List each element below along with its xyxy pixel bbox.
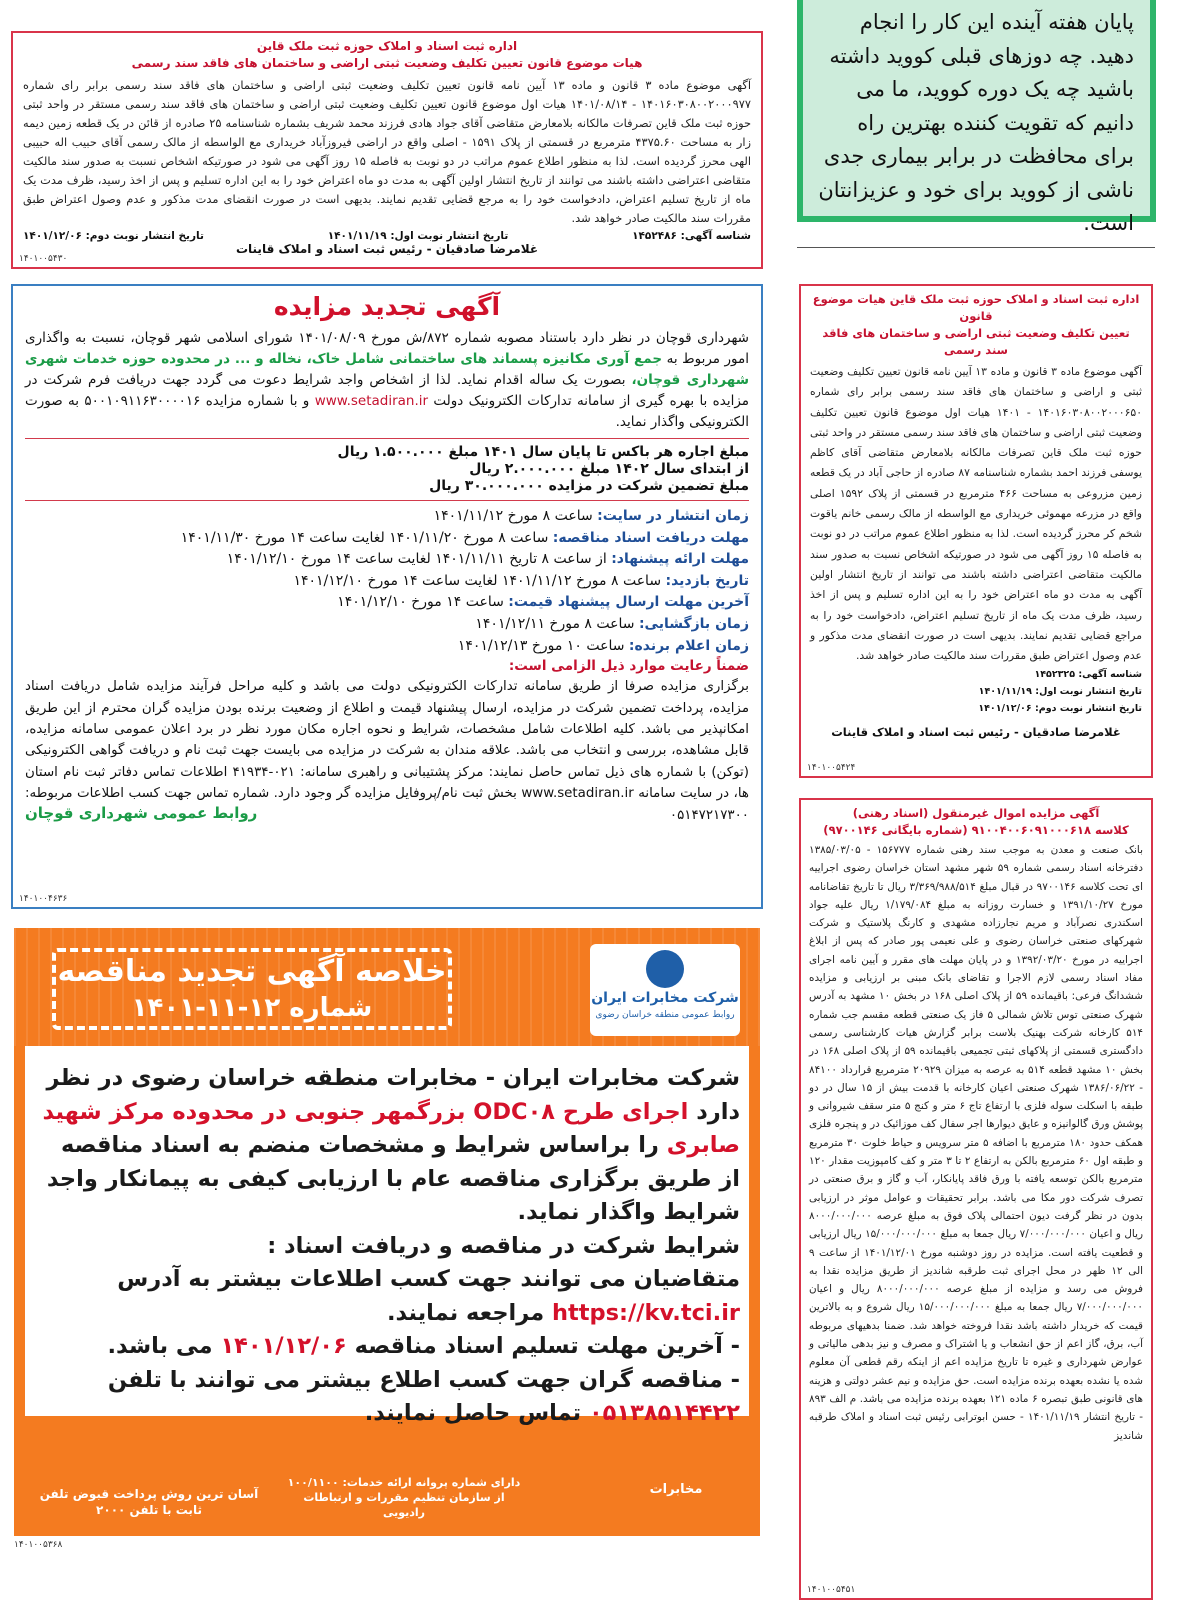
amount-2022: مبلغ اجاره هر باکس تا پایان سال ۱۴۰۱ مبلغ ۱.۵۰۰.۰۰۰ ریال [337, 444, 749, 460]
notice-signature: غلامرضا صادقیان - رئیس ثبت اسناد و املاک قاینات [831, 725, 1121, 740]
schedule-row [25, 506, 749, 528]
notice-title: آگهی مزایده اموال غیرمنقول (اسناد رهنی) [852, 806, 1100, 820]
amount-2023: از ابتدای سال ۱۴۰۲ مبلغ ۲.۰۰۰.۰۰۰ ریال [469, 461, 749, 477]
covid-booster-box [797, 0, 1156, 235]
notice-date-first: تاریخ انتشار نوبت اول: ۱۴۰۱/۱۱/۱۹ [327, 230, 509, 242]
notice-subtitle: کلاسه ۹۱۰۰۴۰۰۶۰۹۱۰۰۰۶۱۸ (شماره بایگانی ۹۷۰۰۱۴۶) [823, 823, 1129, 837]
schedule-value: از ساعت ۸ تاریخ ۱۴۰۱/۱۱/۱۱ لغایت ساعت ۱۴ مورخ ۱۴۰۱/۱۲/۱۰ [226, 551, 607, 568]
schedule-label: مهلت دریافت اسناد مناقصه: [552, 529, 749, 546]
tender-text-4: متقاضیان می توانند جهت کسب اطلاعات بیشتر به آدرس [117, 1266, 740, 1292]
tender-footer-band [14, 1466, 760, 1536]
notice-code: ۱۴۰۱۰۰۵۴۳۰ [19, 254, 68, 264]
notice-code: ۱۴۰۱۰۰۵۴۲۴ [807, 763, 856, 773]
notice-shenaseh: شناسه آگهی: ۱۴۵۲۴۸۶ [632, 230, 751, 242]
schedule-label: مهلت ارائه پیشنهاد: [611, 551, 749, 568]
tender-text-5: مراجعه نمایند. [386, 1299, 545, 1326]
notice-title: اداره ثبت اسناد و املاک حوزه ثبت ملک قاین هیات موضوع قانون [812, 292, 1140, 323]
registry-notice-qayen-2 [799, 284, 1153, 778]
tci-emblem-icon [646, 950, 684, 988]
tci-logo [590, 944, 740, 1036]
amount-guarantee: مبلغ تضمین شرکت در مزایده ۳۰.۰۰۰.۰۰۰ ریال [429, 478, 749, 494]
notice-body: آگهی موضوع ماده ۳ قانون و ماده ۱۳ آیین نامه قانون تعیین تکلیف وضعیت ثبتی اراضی و ساختمان های فاقد سند رسمی برابر رای شماره ۱۴۰۱۶۰۳۰۸۰۰۲۰۰۰۹۷۷ - ۱۴۰۱/۰۸/۱۴ هیات اول موضوع قانون تعیین تکلیف وضعیت ثبتی اراضی و ساختمان های فاقد سند رسمی مستقر در واحد ثبتی حوزه ثبت ملک قاین تصرفات مالکانه بلامعارض متقاضی آقای جواد هادی فرزند محمد شریف بشماره شناسنامه ۲۵ صادره از قائن در یک قطعه زمین دیمه زار به مساحت ۴۳۷۵.۶۰ مترمربع در قسمتی از پلاک ۱۵۹۱ - اصلی واقع در اراضی فیروزآباد خریداری مع الواسطه از مالک رسمی آقای حبیب اله حبیبی الهی محرز گردیده است. لذا به منظور اطلاع عموم مراتب در دو نوبت به فاصله ۱۵ روز آگهی می شود در صورتیکه اشخاص نسبت به صدور سند مالکیت متقاضی اعتراضی داشته باشند می توانند از تاریخ انتشار اولین آگهی به مدت دو ماه اعتراض خود را به این اداره تسلیم و پس از اخذ رسید، ظرف مدت یک ماه از تاریخ تسلیم اعتراض، دادخواست خود را به مرجع قضایی تقدیم نمایند. بدیهی است در صورت انقضای مدت مذکور و عدم وصول اعتراض طبق مقررات سند مالکیت صادر خواهد شد. [23, 78, 751, 225]
auction-title: آگهی تجدید مزایده [273, 292, 501, 321]
schedule-row [25, 636, 749, 658]
notice-code: ۱۴۰۱۰۰۵۴۵۱ [807, 1585, 856, 1595]
tender-website-link[interactable]: https://kv.tci.ir [552, 1299, 740, 1326]
schedule-label: زمان اعلام برنده: [628, 637, 749, 654]
tender-deadline-suffix: می باشد. [107, 1333, 213, 1359]
notice-dates [23, 230, 751, 242]
tci-logo-name: شرکت مخابرات ایران [591, 990, 739, 1006]
auction-intro-part-1: شهرداری قوچان در نظر دارد باستناد مصوبه شماره ۸۷۲/ش مورخ ۱۴۰۱/۰۸/۰۹ شورای اسلامی شهر قوچان، نسبت به واگذاری امور مربوط به [25, 330, 750, 367]
notice-body: بانک صنعت و معدن به موجب سند رهنی شماره ۱۵۶۷۷۷ - ۱۳۸۵/۰۳/۰۵ دفترخانه اسناد رسمی شماره ۵۹ شهر مشهد استان خراسان رضوی اجراییه ای تحت کلاسه ۹۷۰۰۱۴۶ در قبال مبلغ ۳/۳۶۹/۹۸۸/۵۱۴ ریال تا تاریخ تقاضانامه مورخ ۱۳۹۱/۱۰/۲۷ و خسارت روزانه به مبلغ ۱/۱۷۹/۰۸۴ ریال علیه جواد اسکندری نصرآباد و مریم نجارزاده مشهدی و کارنگ پلاستیک و شرکت شهرکهای صنعتی خراسان رضوی و علی نعیمی پور صادر که پس از ابلاغ اجراییه در مورخ ۱۳۹۲/۰۳/۲۰ و در پایان مهلت های مقرر و آیین نامه اجرای مفاد اسناد رسمی لازم الاجرا و تقاضای بانک مبنی بر ارزیابی و مزایده ششدانگ فرعی: باقیمانده ۵۹ از پلاک اصلی ۱۶۸ در بخش ۱۰ مشهد به آدرس شهرک صنعتی توس تلاش شمالی ۵ فاز یک صنعتی قطعه مقسم جب شماره ۵۱۴ کارخانه شرکت بهنیک بلاست برابر گزارش هیات کارشناسی رسمی دادگستری قسمتی از پلاکهای ثبتی تجمیعی باقیمانده ۵۹ از پلاک اصلی ۱۶۸ در بخش ۱۰ مشهد قطعه ۵۱۴ به عرصه به میزان ۲۰۹۲۹ مترمربع قرارداد ۸۴۱۰۰ - ۱۳۸۶/۰۶/۲۲ شهرک صنعتی اعیان کارخانه با قدمت بیش از ۱۵ سال در دو طبقه با اسکلت سوله فلزی با ارتفاع تاج ۶ متر و کنج ۵ متر سقف شیروانی و پوشش ورق گالوانیزه و عایق دیوارها اجر سفال کف موزائیک در و پنجره فلزی همکف حدود ۱۸۰ مترمربع با اضافه ۵ متر سرویس و حیاط خلوت ۳۰ مترمربع و طبقه اول ۶۰ مترمربع بالکن به ارتفاع ۲ تا ۳ متر و کف کامپوزیت مقدار ۱۲۰ مترمربع بالکن توسعه یافته با ورق فاقد پایانکار، آب و گاز و برق صنعتی در تصرف شرکت دور مکا می باشد. برابر تحقیقات و عوامل موثر در ارزیابی بدون در نظر گرفت دیون احتمالی پلاک فوق به مبلغ عرصه ۸۰۰۰/۰۰۰/۰۰۰ ریال و اعیان ۷/۰۰۰/۰۰۰/۰۰۰ ریال جمعا به مبلغ ۱۵/۰۰۰/۰۰۰/۰۰۰ ریال ارزیابی و قطعیت یافته است. مزایده در روز دوشنبه مورخ ۱۴۰۱/۱۲/۰۱ از ساعت ۹ الی ۱۲ ظهر در محل اجرای ثبت طرقبه شاندیز از طریق مزایده نقدا به فروش می رسد و مزایده از مبلغ عرصه ۸۰۰۰/۰۰۰/۰۰۰ ریال و اعیان ۷/۰۰۰/۰۰۰/۰۰۰ ریال جمعا به مبلغ ۱۵/۰۰۰/۰۰۰/۰۰۰ ریال شروع و به بالاترین قیمت که خریدار داشته باشد نقدا فروخته خواهد شد. ضمنا بدهیهای مربوطه آب، برق، گاز اعم از حق انشعاب و یا اشتراک و مصرف و نیز بدهی مالیاتی و عوارض شهرداری و غیره تا تاریخ مزایده اعم از اینکه رقم قطعی آن معلوم شده یا نشده بعهده برنده مزایده است. حق مزایده و نیم عشر دولتی و هزینه های قانونی طبق تبصره ۶ ماده ۱۲۱ بعهده برنده مزایده می باشد. م الف ۸۹۳ - تاریخ انتشار ۱۴۰۱/۱۱/۱۹ - حسن ابوترابی رئیس ثبت اسناد و املاک طرقبه شاندیز [809, 844, 1144, 1442]
schedule-value: ساعت ۸ مورخ ۱۴۰۱/۱۲/۱۱ [475, 615, 635, 632]
auction-intro [25, 328, 749, 433]
separator [25, 438, 749, 439]
schedule-label: آخرین مهلت ارسال پیشنهاد قیمت: [508, 594, 749, 611]
auction-subject: جمع آوری مکانیزه پسماند های ساختمانی شامل خاک، نخاله و ... در محدوده حوزه خدمات شهری شهرداری قوچان، [25, 351, 749, 388]
tender-text-1: شرکت مخابرات ایران - مخابرات منطقه خراسان رضوی در نظر دارد [46, 1065, 740, 1125]
schedule-label: تاریخ بازدید: [665, 572, 749, 589]
tender-title-badge [52, 948, 452, 1030]
auction-signoff: روابط عمومی شهرداری قوچان [25, 804, 258, 822]
schedule-label: زمان بازگشایی: [638, 615, 749, 632]
tci-logo-subtitle: روابط عمومی منطقه خراسان رضوی [595, 1010, 735, 1020]
notice-subtitle: هیات موضوع قانون تعیین تکلیف وضعیت ثبتی اراضی و ساختمان های فاقد سند رسمی [131, 56, 643, 70]
schedule-row [25, 571, 749, 593]
telecom-tender-ad [14, 928, 760, 1536]
notice-date-second: تاریخ انتشار نوبت دوم: ۱۴۰۱/۱۲/۰۶ [23, 230, 204, 242]
schedule-value: ساعت ۸ مورخ ۱۴۰۱/۱۱/۲۰ لغایت ساعت ۱۴ مورخ ۱۴۰۱/۱۱/۳۰ [180, 529, 549, 546]
auction-requirements-heading: ضمناً رعایت موارد ذیل الزامی است: [508, 658, 749, 675]
column-divider [797, 247, 1155, 248]
schedule-row [25, 592, 749, 614]
notice-title: اداره ثبت اسناد و املاک حوزه ثبت ملک قاین [256, 39, 518, 53]
tender-footer-logo: مخابرات [649, 1482, 703, 1497]
tender-phone: ۰۵۱۳۸۵۱۴۴۲۲ [588, 1400, 740, 1426]
schedule-value: ساعت ۸ مورخ ۱۴۰۱/۱۱/۱۲ [433, 508, 593, 524]
notice-date-second: تاریخ انتشار نوبت دوم: ۱۴۰۱/۱۲/۰۶ [978, 703, 1142, 715]
quchan-auction-notice [11, 284, 763, 909]
tender-footer-payment: آسان ترین روش پرداخت قبوض تلفن ثابت با تلفن ۲۰۰۰ [39, 1487, 259, 1517]
auction-schedule [25, 506, 749, 657]
tender-conditions-heading: شرایط شرکت در مناقصه و دریافت اسناد : [267, 1232, 740, 1259]
tender-title: خلاصه آگهی تجدید مناقصه [57, 954, 447, 989]
auction-intro-part-3: و با شماره مزایده ۵۰۰۱۰۹۱۱۶۳۰۰۰۰۱۶ به صورت الکترونیکی واگذار نماید. [25, 393, 749, 430]
schedule-label: زمان انتشار در سایت: [597, 508, 749, 524]
notice-code: ۱۴۰۱۰۰۴۶۳۶ [19, 894, 68, 904]
schedule-value: ساعت ۱۰ مورخ ۱۴۰۱/۱۲/۱۳ [457, 637, 625, 654]
registry-notice-qayen-1 [11, 31, 763, 269]
notice-subtitle: تعیین تکلیف وضعیت ثبتی اراضی و ساختمان های فاقد سند رسمی [822, 326, 1130, 357]
auction-intro-part-2: بصورت یک ساله اقدام نماید. لذا از اشخاص واجد شرایط دعوت می گردد جهت دریافت فرم شرکت در مزایده با بهره گیری از سامانه تدارکات الکترونیک دولت [25, 372, 750, 409]
schedule-row [25, 614, 749, 636]
judicial-auction-notice [799, 798, 1153, 1600]
schedule-value: ساعت ۱۴ مورخ ۱۴۰۱/۱۲/۱۰ [337, 594, 504, 611]
schedule-value: ساعت ۸ مورخ ۱۴۰۱/۱۱/۱۲ لغایت ساعت ۱۴ مورخ ۱۴۰۱/۱۲/۱۰ [293, 572, 662, 589]
notice-body: آگهی موضوع ماده ۳ قانون و ماده ۱۳ آیین نامه قانون تعیین تکلیف وضعیت ثبتی و اراضی و ساختمان های فاقد سند رسمی برابر رای شماره ۱۴۰۱۶۰۳۰۸۰۰۲۰۰۰۶۵۰ - ۱۴۰۱ هیات اول موضوع قانون تعیین تکلیف وضعیت ثبتی اراضی و ساختمان های فاقد سند رسمی مستقر در واحد ثبتی حوزه ثبت ملک قاین تصرفات مالکانه بلامعارض متقاضی آقای کاظم یوسفی فرزند احمد بشماره شناسنامه ۸۷ صادره از حاجی آباد در یک قطعه زمین مزروعی به مساحت ۴۶۶ مترمربع در قسمتی از پلاک ۱۵۹۲ اصلی واقع در مزرعه مهموئی خریداری مع الواسطه از مالک رسمی خانم یاقوت شخم کر محرز گردیده است. لذا به منظور اطلاع عموم مراتب در دو نوبت به فاصله ۱۵ روز آگهی می شود در صورتیکه اشخاص نسبت به صدور سند مالکیت متقاضی اعتراضی داشته باشند می توانند از تاریخ انتشار اولین آگهی به مدت دو ماه اعتراض خود را به این اداره تسلیم و پس از اخذ رسید، ظرف مدت یک ماه از تاریخ تسلیم اعتراض، دادخواست خود را به مراجع قضایی تقدیم نمایند. بدیهی است در صورت انقضای مدت مذکور و عدم وصول اعتراض طبق مقررات سند مالکیت صادر خواهد شد. [810, 365, 1143, 663]
tender-number: شماره ۱۲-۱۱-۱۴۰۱ [131, 993, 373, 1023]
tender-content [36, 1062, 740, 1431]
tender-info-suffix: تماس حاصل نمایند. [364, 1400, 582, 1426]
tender-info-prefix: - مناقصه گران جهت کسب اطلاع بیشتر می توانند با تلفن [107, 1366, 740, 1393]
tender-footer-license: دارای شماره پروانه ارائه خدمات: ۱۰۰/۱۱۰۰ از سازمان تنظیم مقررات و ارتباطات رادیویی [287, 1476, 521, 1519]
tender-text-2: را براساس شرایط و مشخصات منضم به اسناد مناقصه از طریق برگزاری مناقصه عام با ارزیابی کیفی به پیمانکار واجد شرایط واگذار نماید. [46, 1132, 740, 1225]
tender-code: ۱۴۰۱۰۰۵۳۶۸ [14, 1540, 63, 1550]
notice-signature: غلامرضا صادقیان - رئیس ثبت اسناد و املاک قاینات [235, 242, 539, 256]
auction-terms: برگزاری مزایده صرفا از طریق سامانه تدارکات الکترونیکی دولت می باشد و کلیه مراحل فرآیند مزایده شامل دریافت اسناد مزایده، پرداخت تضمین شرکت در مزایده، ارسال پیشنهاد قیمت و اطلاع از وضعیت برنده بودن مزایده گران محترم از این طریق امکانپذیر می باشد. کلیه اطلاعات شامل مشخصات، شرایط و نحوه اجاره مکان مورد نظر در برد اعلان عمومی سامانه مزایده، قابل مشاهده، بررسی و انتخاب می باشد. علاقه مندان به شرکت در مزایده می بایست جهت ثبت نام و دریافت گواهی الکترونیکی (توکن) با شماره های ذیل تماس حاصل نمایند: مرکز پشتیبانی و راهبری سامانه: ۰۲۱-۴۱۹۳۴ اطلاعات تماس دفاتر ثبت نام استان ها، در سایت سامانه www.setadiran.ir بخش ثبت نام/پروفایل مزایده گر وجود دارد. شماره تماس جهت کسب اطلاعات مربوطه: ۰۵۱۴۷۲۱۷۳۰۰ [25, 679, 749, 823]
setadiran-link[interactable]: www.setadiran.ir [314, 393, 429, 409]
tender-deadline-prefix: - آخرین مهلت تسلیم اسناد مناقصه [354, 1333, 740, 1359]
notice-shenaseh: شناسه آگهی: ۱۴۵۲۳۲۵ [1034, 669, 1142, 681]
tender-deadline-date: ۱۴۰۱/۱۲/۰۶ [220, 1333, 347, 1359]
notice-date-first: تاریخ انتشار نوبت اول: ۱۴۰۱/۱۱/۱۹ [978, 686, 1142, 698]
tender-project: اجرای طرح ODC۰۸ بزرگمهر جنوبی در محدوده مرکز شهید صابری [42, 1098, 740, 1158]
covid-booster-text: پایان هفته آینده این کار را انجام دهید. چه دوزهای قبلی کووید داشته باشید چه یک دوره کووید، ما می دانیم که تقویت کننده بهترین راه برای محافظت در برابر بیماری جدی ناشی از کووید برای خود و عزیزانتان است. [818, 10, 1134, 235]
schedule-row [25, 549, 749, 571]
schedule-row [25, 528, 749, 550]
separator [25, 500, 749, 501]
